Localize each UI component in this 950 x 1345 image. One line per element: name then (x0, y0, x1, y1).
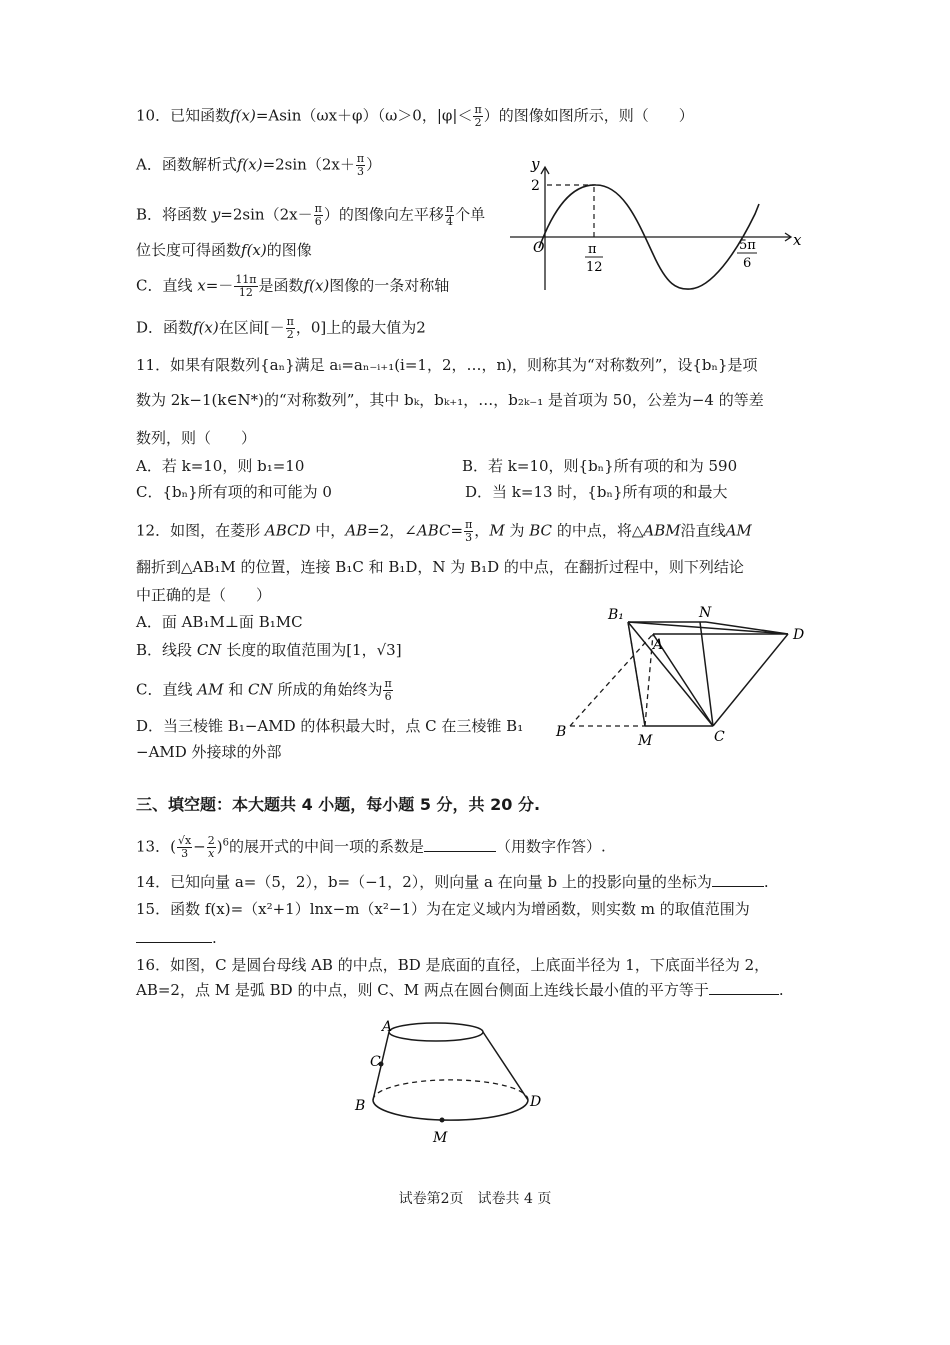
q11-option-d: D．当 k=13 时，{bₙ}所有项的和最大 (465, 483, 728, 501)
point-m (440, 1118, 445, 1123)
q10-option-a: A．函数解析式f(x)=2sin（2x＋ $\frac{\pi}{3}$ ） (136, 152, 382, 178)
graph-origin-label: O (533, 240, 545, 256)
section-3-title: 三、填空题：本大题共 4 小题，每小题 5 分，共 20 分. (136, 795, 541, 814)
q16-line1: 16．如图，C 是圆台母线 AB 的中点，BD 是底面的直径，上底面半径为 1，下底面半径为 2， (136, 956, 770, 974)
q10-option-b-line2: 位长度可得函数f(x)的图像 (136, 241, 312, 259)
q11-line3: 数列，则（ ） (136, 429, 257, 447)
label-b: B (556, 724, 567, 740)
frustum-top-ellipse (389, 1023, 483, 1041)
q12-line1: 12．如图，在菱形 ABCD 中，AB=2，∠ABC= $\frac{\pi}{3}$ ，M 为 BC 的中点，将△ABM沿直线AM (136, 518, 752, 544)
q12-option-a: A．面 AB₁M⊥面 B₁MC (136, 613, 303, 631)
graph-dashes (547, 185, 594, 237)
frustum-label-c: C (370, 1054, 381, 1070)
q14-answer-blank[interactable] (712, 872, 764, 887)
q10-stem-frac: $\frac{\pi}{2}$ (474, 103, 482, 129)
q11-option-c: C．{bₙ}所有项的和可能为 0 (136, 483, 332, 501)
q16-frustum-figure (350, 1018, 560, 1148)
label-n: N (699, 605, 712, 621)
page-footer: 试卷第2页 试卷共 4 页 (398, 1191, 552, 1207)
svg-text:5π: 5π (739, 238, 756, 253)
q15-answer-blank[interactable] (136, 928, 212, 943)
frustum-label-d: D (530, 1094, 542, 1110)
frustum-bottom-front (373, 1100, 528, 1120)
q15-line2: . (136, 928, 217, 948)
q10-option-c: C．直线 x=－ $\frac{11\pi}{12}$ 是函数f(x)图像的一条对称轴 (136, 273, 450, 299)
q12-option-d-line2: −AMD 外接球的外部 (136, 743, 282, 761)
graph-y-label: y (531, 155, 540, 173)
label-b1: B₁ (608, 607, 624, 623)
q10-option-d: D．函数f(x)在区间[－ $\frac{\pi}{2}$ ，0]上的最大值为2 (136, 315, 426, 341)
frustum-label-a: A (382, 1019, 393, 1035)
q12-line3: 中正确的是（ ） (136, 586, 272, 604)
graph-max-label: 2 (531, 178, 540, 194)
q12-fold-figure (550, 602, 810, 752)
q15: 15．函数 f(x)=（x²+1）lnx−m（x²−1）为在定义域内为增函数，则实数 m 的取值范围为 (136, 900, 750, 918)
svg-text:6: 6 (743, 256, 752, 271)
label-c: C (714, 729, 725, 745)
graph-tick-pi-12 (585, 242, 603, 275)
q12-option-b: B．线段 CN 长度的取值范围为[1，√3] (136, 641, 402, 659)
q16-line2: AB=2，点 M 是弧 BD 的中点，则 C、M 两点在圆台侧面上连线长最小值的平方等于 . (136, 981, 784, 999)
graph-tick-5pi-6 (737, 238, 757, 271)
q12-option-d-line1: D．当三棱锥 B₁−AMD 的体积最大时，点 C 在三棱锥 B₁ (136, 717, 524, 735)
label-a: A (653, 637, 664, 653)
frustum-bottom-back (373, 1080, 528, 1100)
fold-solid-lines (628, 622, 788, 726)
label-d: D (793, 627, 805, 643)
graph-x-label: x (793, 231, 802, 249)
q16-answer-blank[interactable] (709, 980, 779, 995)
graph-axes (510, 167, 791, 290)
q11-line1: 11．如果有限数列{aₙ}满足 aᵢ=aₙ₋ᵢ₊₁(i=1，2，…，n)，则称其为“对称数列”，设{bₙ}是项 (136, 356, 758, 374)
q11-line2: 数为 2k−1(k∈N*)的“对称数列”，其中 bₖ，bₖ₊₁，…，b₂ₖ₋₁ 是首项为 50，公差为−4 的等差 (136, 391, 764, 409)
q10-option-b: B．将函数 y=2sin（2x－ $\frac{\pi}{6}$ ）的图像向左平移 $\frac{\pi}{4}$ 个单 (136, 202, 486, 228)
q12-line2: 翻折到△AB₁M 的位置，连接 B₁C 和 B₁D，N 为 B₁D 的中点，在翻折过程中，则下列结论 (136, 558, 744, 576)
frustum-label-b: B (355, 1098, 366, 1114)
q11-option-b: B．若 k=10，则{bₙ}所有项的和为 590 (462, 457, 738, 475)
svg-text:12: 12 (586, 260, 603, 275)
q13: 13．( $\frac{√x}{3}$ − $\frac{2}{x}$ )$^6$的展开式的中间一项的系数是 （用数字作答）. (136, 834, 606, 860)
q12-option-c: C．直线 AM 和 CN 所成的角始终为 $\frac{\pi}{6}$ (136, 677, 392, 703)
svg-text:π: π (588, 242, 597, 257)
q10-stem: 10．已知函数f(x)=Asin（ωx＋φ）（ω＞0，|φ|＜ $\frac{\pi}{2}$ ）的图像如图所示，则（ ） (136, 103, 694, 129)
label-m: M (638, 733, 653, 749)
q11-option-a: A．若 k=10，则 b₁=10 (136, 457, 305, 475)
q10-sine-graph (505, 150, 805, 300)
q14: 14．已知向量 a=（5，2），b=（−1，2），则向量 a 在向量 b 上的投影向量的坐标为 . (136, 873, 769, 891)
frustum-right-generatrix (483, 1032, 528, 1100)
q13-answer-blank[interactable] (424, 837, 496, 852)
frustum-label-m: M (433, 1130, 448, 1146)
